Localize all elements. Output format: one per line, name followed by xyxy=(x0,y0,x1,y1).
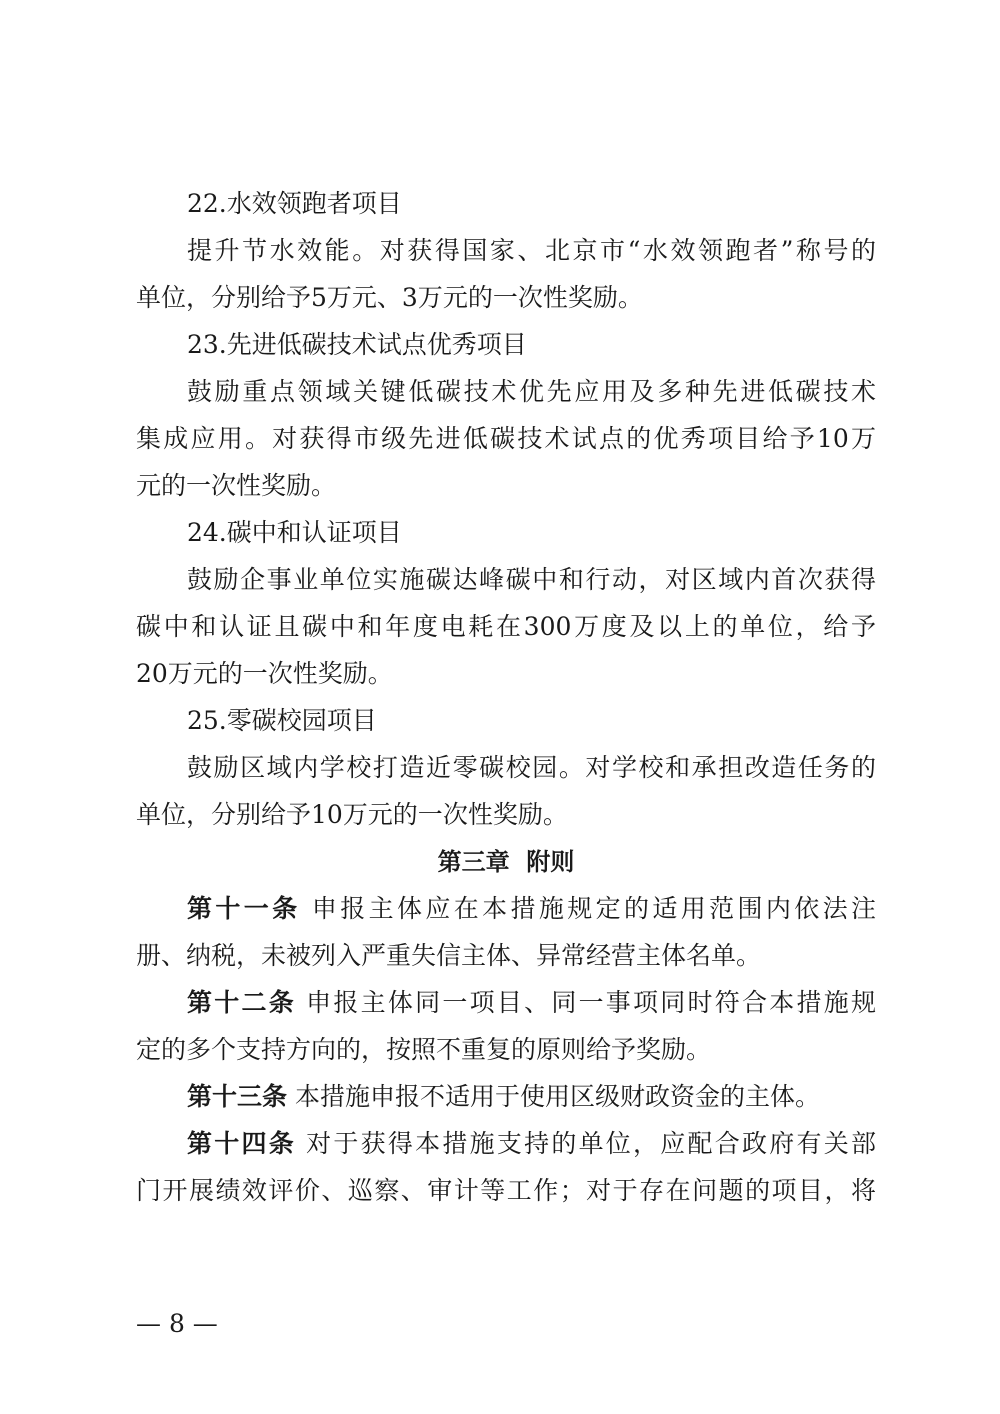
item-paragraph-line: 鼓励重点领域关键低碳技术优先应用及多种先进低碳技术 xyxy=(187,377,876,406)
item-heading-25: 25.零碳校园项目 xyxy=(187,706,377,735)
article-text: 对于获得本措施支持的单位，应配合政府有关部 xyxy=(306,1129,876,1158)
article-text: 本措施申报不适用于使用区级财政资金的主体。 xyxy=(294,1082,820,1111)
item-paragraph-line: 提升节水效能。对获得国家、北京市“水效领跑者”称号的 xyxy=(187,236,876,265)
article-11 xyxy=(187,889,876,929)
item-paragraph-line: 单位，分别给予10万元的一次性奖励。 xyxy=(136,800,568,829)
item-paragraph-line: 20万元的一次性奖励。 xyxy=(136,659,393,688)
item-paragraph-line: 集成应用。对获得市级先进低碳技术试点的优秀项目给予10万 xyxy=(136,424,876,453)
item-paragraph-line: 碳中和认证且碳中和年度电耗在300万度及以上的单位，给予 xyxy=(136,612,876,641)
article-text-continued: 门开展绩效评价、巡察、审计等工作；对于存在问题的项目，将 xyxy=(136,1176,876,1205)
article-text: 申报主体同一项目、同一事项同时符合本措施规 xyxy=(306,988,876,1017)
item-paragraph-line: 单位，分别给予5万元、3万元的一次性奖励。 xyxy=(136,283,643,312)
article-label: 第十四条 xyxy=(187,1129,296,1158)
item-paragraph-line: 元的一次性奖励。 xyxy=(136,471,337,500)
article-12 xyxy=(187,983,876,1023)
article-14 xyxy=(187,1124,876,1164)
article-label: 第十三条 xyxy=(187,1082,288,1111)
article-label: 第十二条 xyxy=(187,988,296,1017)
item-paragraph-line: 鼓励企事业单位实施碳达峰碳中和行动，对区域内首次获得 xyxy=(187,565,876,594)
page-number: — 8 — xyxy=(136,1309,218,1338)
chapter-title: 第三章 附则 xyxy=(437,848,575,876)
item-heading-22: 22.水效领跑者项目 xyxy=(187,189,402,218)
article-text-continued: 册、纳税，未被列入严重失信主体、异常经营主体名单。 xyxy=(136,941,762,970)
item-heading-24: 24.碳中和认证项目 xyxy=(187,518,402,547)
item-paragraph-line: 鼓励区域内学校打造近零碳校园。对学校和承担改造任务的 xyxy=(187,753,876,782)
item-heading-23: 23.先进低碳技术试点优秀项目 xyxy=(187,330,527,359)
article-text-continued: 定的多个支持方向的，按照不重复的原则给予奖励。 xyxy=(136,1035,712,1064)
article-13 xyxy=(187,1077,876,1117)
article-label: 第十一条 xyxy=(187,894,301,923)
article-text: 申报主体应在本措施规定的适用范围内依法注 xyxy=(311,894,876,923)
